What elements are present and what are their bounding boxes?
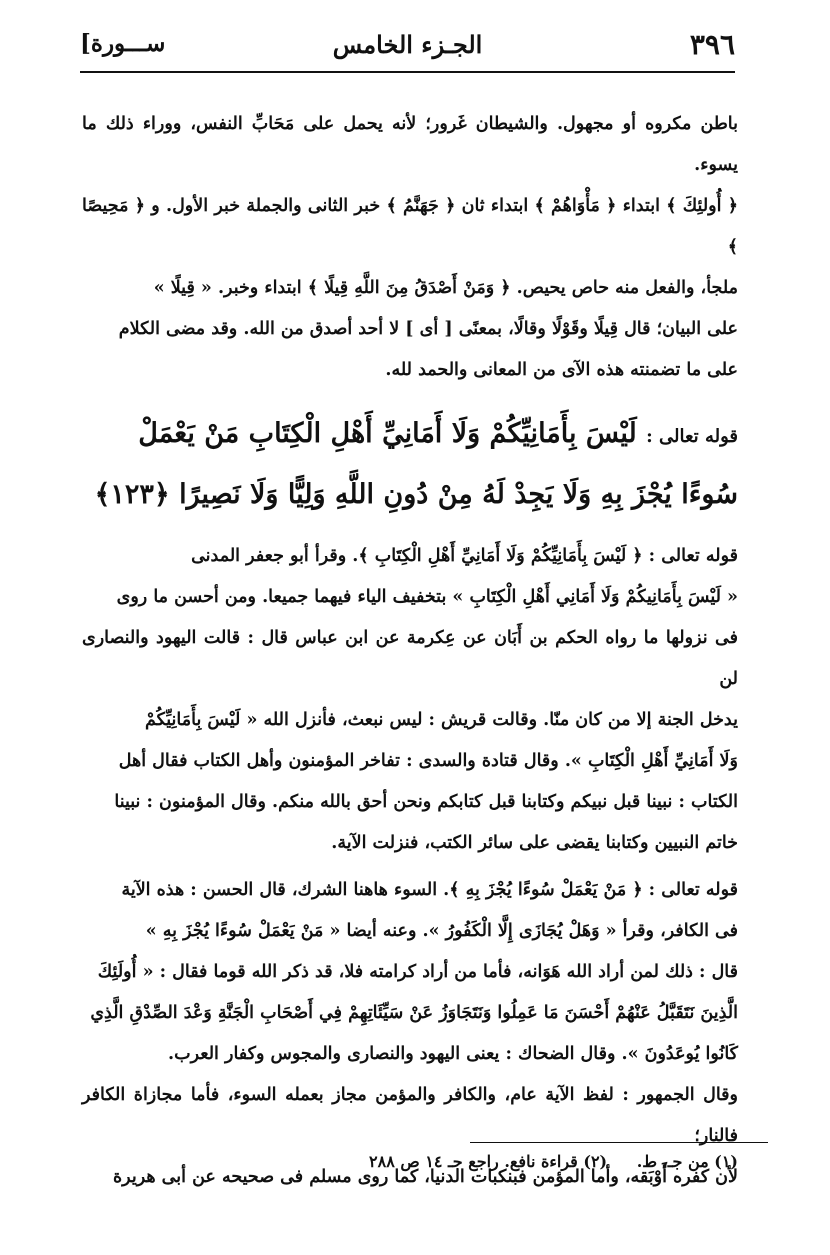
text-line: باطن مكروه أو مجهول. والشيطان غَرور؛ لأنه يحمل على مَحَابِّ النفس، ووراء ذلك ما يسوء. <box>82 114 738 175</box>
footnote-1: (١) من جـ، ط. <box>636 1152 738 1171</box>
text-line: فى نزولها ما رواه الحكم بن أَبَان عن عِكرمة عن ابن عباس قال : قالت اليهود والنصارى لن <box>82 628 738 689</box>
verse-text: لَيْسَ بِأَمَانِيِّكُمْ وَلَا أَمَانِيِّ أَهْلِ الْكِتَابِ مَنْ يَعْمَلْ <box>138 418 637 449</box>
text-line: « لَيْسَ بِأَمَانِيكُمْ وَلَا أَمَانِي أَهْلِ الْكِتَابِ » بتخفيف الياء فيهما جميعا. ومن أحسن ما روى <box>116 587 738 607</box>
text-line: على ما تضمنته هذه الآى من المعانى والحمد لله. <box>385 360 738 380</box>
footnote-rule <box>470 1142 768 1143</box>
paragraph-top <box>82 104 738 391</box>
header-title: الجـزء الخامس <box>332 30 483 59</box>
page-body <box>82 94 738 1198</box>
text-line: خاتم النبيين وكتابنا يقضى على سائر الكتب، فنزلت الآية. <box>331 833 738 853</box>
page-number: ٣٩٦ <box>689 28 735 61</box>
text-line: لأن كفره أَوْبَقه، وأما المؤمن فبنكبات الدنيا، كما روى مسلم فى صحيحه عن أبى هريرة <box>113 1167 738 1187</box>
text-line: الَّذِينَ نَتَقَبَّلُ عَنْهُمْ أَحْسَنَ مَا عَمِلُوا وَنَتَجَاوَزُ عَنْ سَيِّئَاتِهِمْ فِي أَصْحَابِ الْجَنَّةِ وَعْدَ الصِّدْقِ الَّذِي <box>90 1003 738 1023</box>
text-line: على البيان؛ قال قِيلًا وقَوْلًا وقالًا، بمعنًى [ أى ] لا أحد أصدق من الله. وقد مضى الكلام <box>118 319 738 339</box>
verse-line: سُوءًا يُجْزَ بِهِ وَلَا يَجِدْ لَهُ مِنْ دُونِ اللَّهِ وَلِيًّا وَلَا نَصِيرًا ﴿١٢٣﴾ <box>94 479 738 510</box>
text-line: كَانُوا يُوعَدُونَ ». وقال الضحاك : يعنى اليهود والنصارى والمجوس وكفار العرب. <box>168 1044 738 1064</box>
verse-line <box>82 405 738 466</box>
text-line: قال : ذلك لمن أراد الله هَوَانه، فأما من أراد كرامته فلا، قد ذكر الله قوما فقال : « أُولَئِكَ <box>97 962 738 982</box>
text-line: ﴿ أُولئِكَ ﴾ ابتداء ﴿ مَأْوَاهُمْ ﴾ ابتداء ثان ﴿ جَهَنَّمُ ﴾ خبر الثانى والجملة خبر الأول. و ﴿ مَحِيصًا ﴾ <box>82 196 738 257</box>
paragraph-commentary-2 <box>82 870 738 1198</box>
running-header <box>80 26 735 70</box>
verse-lead: قوله تعالى : <box>646 426 738 447</box>
paragraph-commentary-1 <box>82 536 738 864</box>
footnotes <box>300 1152 738 1171</box>
text-line: فى الكافر، وقرأ « وَهَلْ يُجَازَى إِلَّا الْكَفُورُ ». وعنه أيضا « مَنْ يَعْمَلْ سُوءًا يُجْزَ بِهِ » <box>145 921 738 941</box>
text-line: يدخل الجنة إلا من كان منّا. وقالت قريش : ليس نبعث، فأنزل الله « لَيْسَ بِأَمَانِيِّكُمْ <box>144 710 738 730</box>
header-rule <box>80 71 735 73</box>
text-line: وقال الجمهور : لفظ الآية عام، والكافر والمؤمن مجاز بعمله السوء، فأما مجازاة الكافر فالنار؛ <box>82 1085 738 1146</box>
header-surah: [ســـورة <box>80 30 166 57</box>
text-line: ملجأ، والفعل منه حاص يحيص. ﴿ وَمَنْ أَصْدَقُ مِنَ اللَّهِ قِيلًا ﴾ ابتداء وخبر. « قِيلًا » <box>153 278 738 298</box>
text-line: الكتاب : نبينا قبل نبيكم وكتابنا قبل كتابكم ونحن أحق بالله منكم. وقال المؤمنون : نبينا <box>114 792 738 812</box>
text-line: وَلَا أَمَانِيِّ أَهْلِ الْكِتَابِ ». وقال قتادة والسدى : تفاخر المؤمنون وأهل الكتاب فقال أهل <box>118 751 738 771</box>
quran-verse <box>82 405 738 524</box>
text-line: قوله تعالى : ﴿ لَيْسَ بِأَمَانِيِّكُمْ وَلَا أَمَانِيِّ أَهْلِ الْكِتَابِ ﴾. وقرأ أبو جعفر المدنى <box>191 546 738 566</box>
text-line: قوله تعالى : ﴿ مَنْ يَعْمَلْ سُوءًا يُجْزَ بِهِ ﴾. السوء هاهنا الشرك، قال الحسن : هذه الآية <box>121 880 738 900</box>
footnote-2: (٢) قراءة نافع. راجع جـ ١٤ ص ٢٨٨ <box>369 1152 608 1171</box>
